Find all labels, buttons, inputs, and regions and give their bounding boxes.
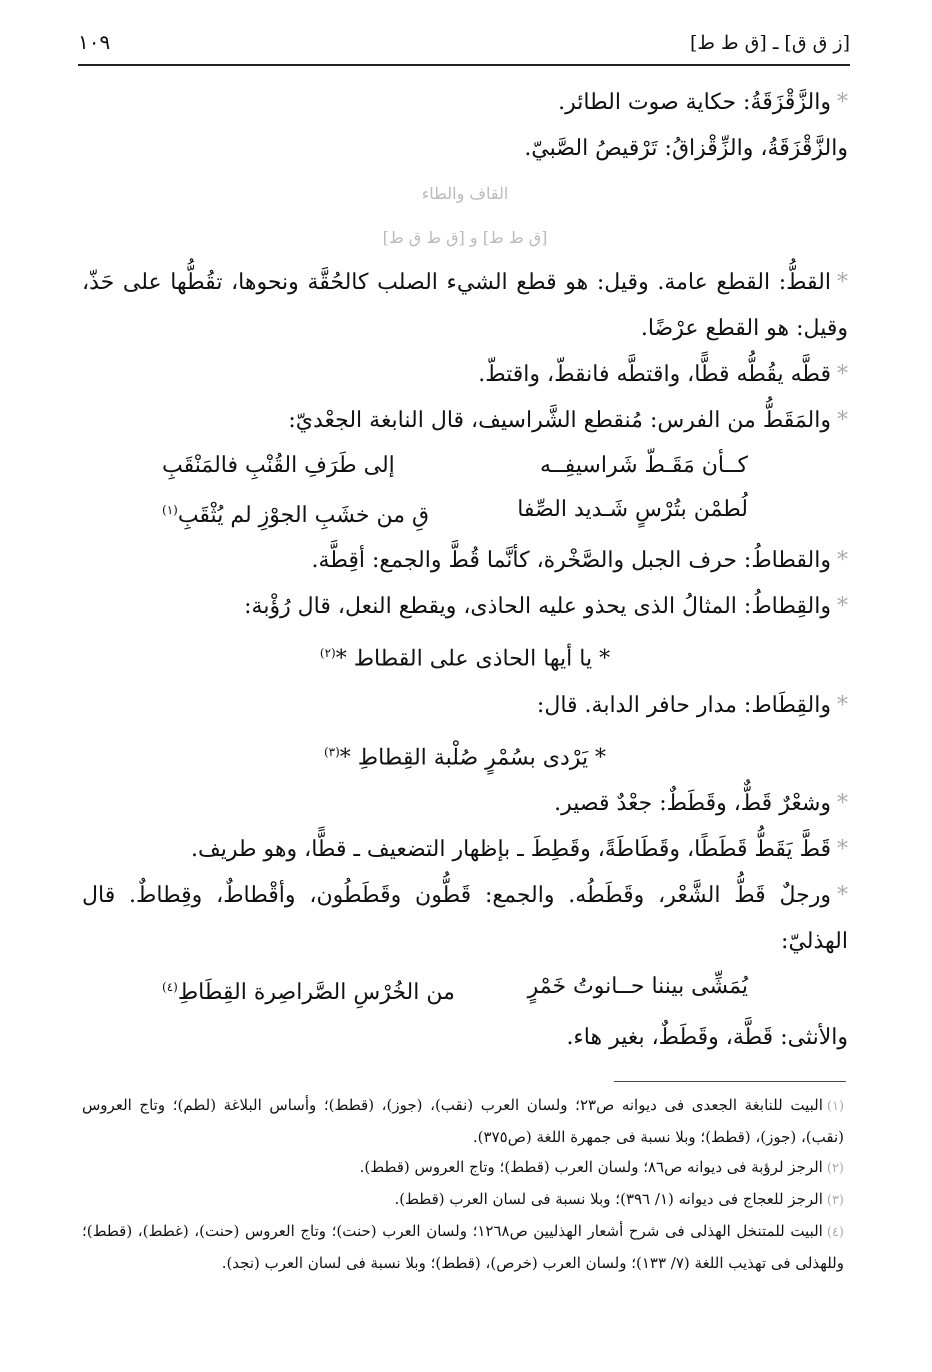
footnote-ref: (١)	[162, 503, 178, 517]
footnote: (١)البيت للنابغة الجعدى فى ديوانه ص٢٣؛ ولسان العرب (نقب)، (جوز)، (قطط)؛ وأساس البلاغة (لطم)؛ وتاج العروس (نقب)، (جوز)، (قطط)؛ وبلا نسبة فى جمهرة اللغة (ص٣٧٥).	[82, 1096, 845, 1146]
entry-line: *والزَّقْزَقَةُ: حكاية صوت الطائر.	[558, 90, 848, 115]
header-rule	[78, 64, 850, 66]
rajaz-line: * يا أيها الحاذى على القطاط *$^{(٢)}$	[319, 646, 611, 672]
footnote-rule	[614, 1081, 846, 1082]
entry-line: والأنثى: قَطَّة، وقَطَطٌ، بغير هاء.	[566, 1025, 848, 1051]
page-number: ١٠٩	[78, 30, 111, 54]
verse-hemistich-second: قِ من خشَبِ الجوْزِ لم يُثْقَبِ$^{(١)}$	[162, 503, 430, 529]
footnote: (٤)البيت للمتنخل الهذلى فى شرح أشعار الهذليين ص١٢٦٨؛ ولسان العرب (حنت)؛ وتاج العروس (حنت)، (غطط)، (قطط)؛ وللهذلى فى تهذيب اللغة (٧/ ١٣٣)؛ ولسان العرب (خرص)، (قطط)؛ وبلا نسبة فى لسان العرب (نجد).	[82, 1222, 844, 1272]
main-text	[82, 80, 848, 1061]
verse-hemistich-first: لُطمْن بتُرْسٍ شَـديد الصِّفا	[517, 497, 748, 522]
poem-verse	[82, 965, 848, 1015]
entry-line: *والقِطَاط: مدار حافر الدابة. قال:	[536, 692, 848, 718]
entry-line: *والمَقَطُّ من الفرس: مُنقطع الشَّراسيف، قال النابغة الجعْديّ:	[288, 408, 848, 433]
chapter-subtitle: [ق ط ط] و [ق ط ق ط]	[382, 228, 548, 247]
running-head-title: [ز ق ق] ـ [ق ط ط]	[690, 32, 850, 54]
asterisk-icon: *	[837, 270, 848, 295]
asterisk-icon: *	[837, 836, 848, 862]
footnote-mark: (٢)	[826, 1161, 844, 1176]
entry-line: *قَطَّ يَقَطُّ قَطَطًا، وقَطَاطَةً، وقَطِطَ ـ بإظهار التضعيف ـ قطًّا، وهو طريف.	[191, 836, 848, 862]
verse-hemistich-second: من الخُرْسِ الصَّراصِرة القِطَاطِ$^{(٤)}$	[162, 979, 455, 1006]
entry-line: *قطَّه يقُطُّه قطًّا، واقتطَّه فانقطّ، واقتطّ.	[478, 362, 848, 387]
asterisk-icon: *	[837, 90, 848, 115]
footnote-mark: (١)	[826, 1099, 845, 1114]
footnote: (٣)الرجز للعجاج فى ديوانه (١/ ٣٩٦)؛ وبلا نسبة فى لسان العرب (قطط).	[394, 1190, 844, 1208]
entry-line: *ورجلٌ قَطُّ الشَّعْر، وقَطَطُه. والجمع: قَطُّون وقَطَطُون، وأقْطاطٌ، وقِطاطٌ. قال الهذليّ:	[82, 882, 848, 954]
footnote-ref: (٤)	[162, 979, 178, 994]
entry-line: *والقطاطُ: حرف الجبل والصَّخْرة، كأنَّما قُطَّ والجمع: أقِطَّة.	[311, 548, 848, 574]
entry-line: *وشعْرٌ قَطٌّ، وقَطَطٌ: جعْدٌ قصير.	[554, 790, 848, 816]
rajaz-line: * يَرْدى بسُمْرٍ صُلْبة القِطاطِ *$^{(٣)}$	[323, 744, 607, 770]
footnote-ref: (٣)	[323, 744, 340, 759]
chapter-title: القاف والطاء	[421, 184, 509, 203]
asterisk-icon: *	[837, 692, 848, 718]
footnote: (٢)الرجز لرؤبة فى ديوانه ص٨٦؛ ولسان العرب (قطط)؛ وتاج العروس (قطط).	[359, 1158, 844, 1176]
verse-hemistich-second: إلى طَرَفِ القُنْبِ فالمَنْقَبِ	[162, 453, 395, 478]
verse-hemistich-first: كــأن مَقَـطّ شَراسيفِــه	[539, 453, 748, 478]
asterisk-icon: *	[837, 362, 848, 387]
entry-line: *القطُّ: القطع عامة. وقيل: هو قطع الشيء الصلب كالحُقَّة ونحوها، تقُطُّها على حَذّ، وقيل: هو القطع عرْضًا.	[82, 270, 848, 341]
footnote-mark: (٤)	[826, 1225, 844, 1240]
footnotes	[82, 1090, 844, 1278]
asterisk-icon: *	[837, 594, 848, 620]
verse-hemistich-first: يُمَشِّى بيننا حــانوتُ خَمْرٍ	[527, 973, 748, 999]
poem-verse	[82, 444, 848, 488]
asterisk-icon: *	[837, 408, 848, 433]
asterisk-icon: *	[837, 882, 848, 908]
poem-verse	[82, 488, 848, 538]
entry-line: والزَّقْزَقَةُ، والزِّقْزاقُ: تَرْقيصُ الصَّبيّ.	[524, 136, 848, 161]
footnote-mark: (٣)	[826, 1193, 844, 1208]
asterisk-icon: *	[837, 548, 848, 574]
asterisk-icon: *	[837, 790, 848, 816]
entry-line: *والقِطاطُ: المثالُ الذى يحذو عليه الحاذى، ويقطع النعل، قال رُؤْبة:	[244, 594, 848, 620]
footnote-ref: (٢)	[319, 646, 336, 661]
running-header	[78, 24, 850, 64]
